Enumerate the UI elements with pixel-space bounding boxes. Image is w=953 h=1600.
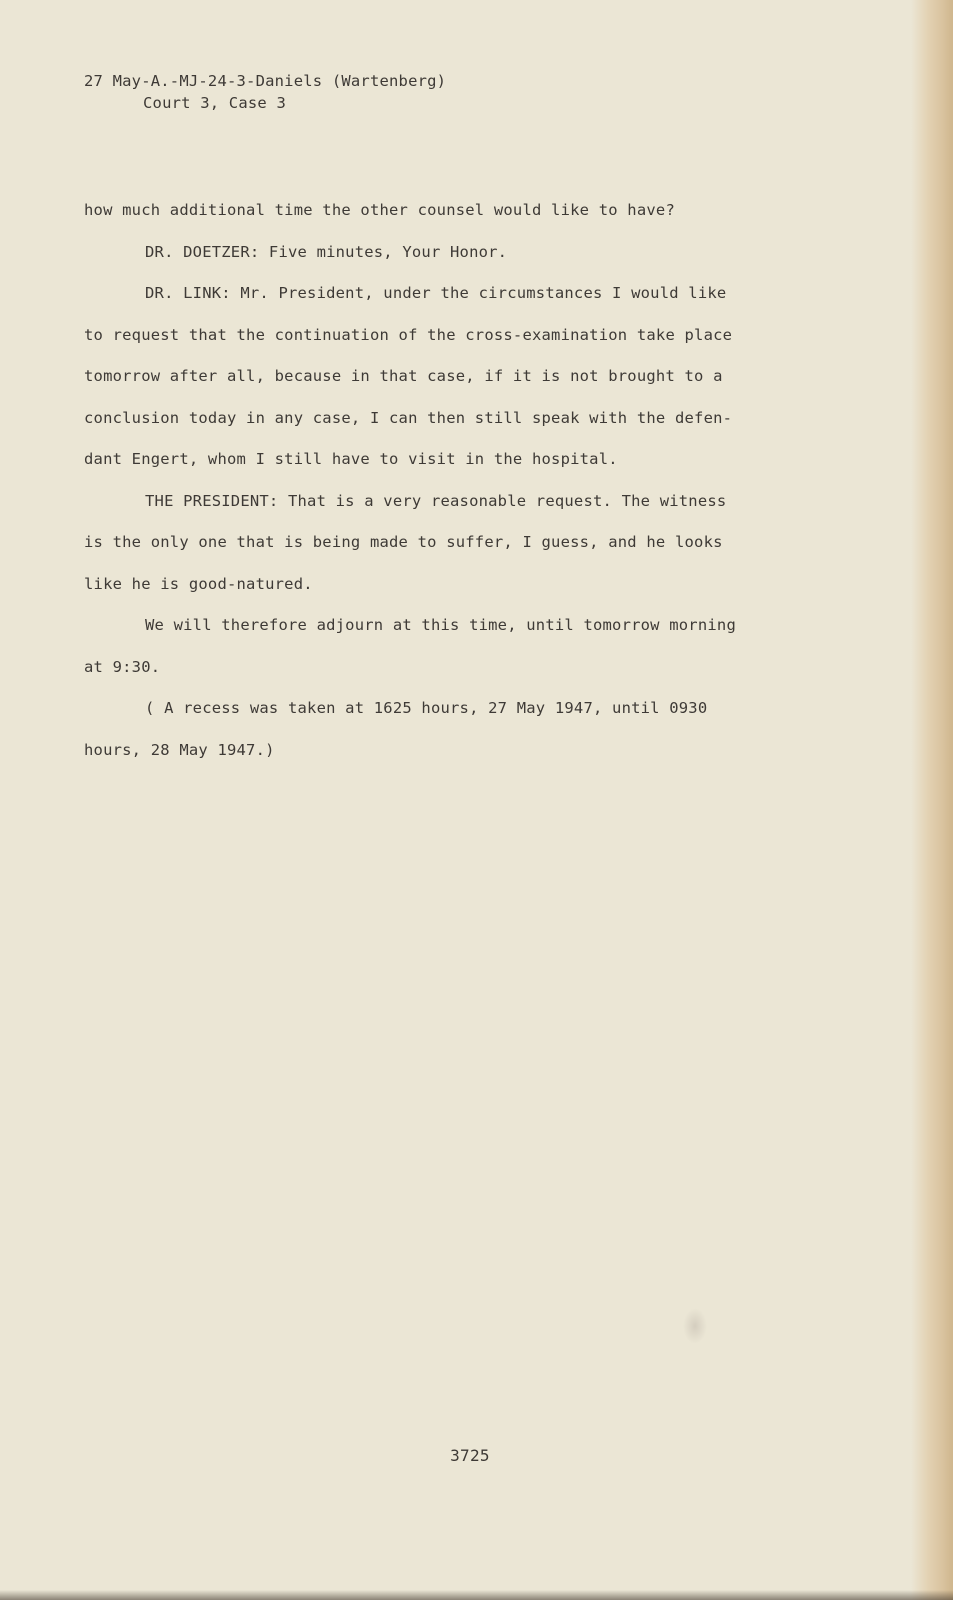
transcript-body bbox=[84, 190, 804, 771]
text-line: how much additional time the other counsel would like to have? bbox=[84, 201, 675, 219]
text-line: tomorrow after all, because in that case, if it is not brought to a bbox=[84, 367, 723, 385]
page-edge-shading bbox=[911, 0, 953, 1600]
text-line: to request that the continuation of the cross-examination take place bbox=[84, 325, 733, 344]
header-court-line: Court 3, Case 3 bbox=[143, 94, 286, 112]
text-line: hours, 28 May 1947.) bbox=[84, 740, 275, 759]
text-line: like he is good-natured. bbox=[84, 574, 313, 593]
text-line: conclusion today in any case, I can then still speak with the defen- bbox=[84, 408, 733, 427]
header-reference-line: 27 May-A.-MJ-24-3-Daniels (Wartenberg) bbox=[84, 72, 447, 90]
text-line: is the only one that is being made to suffer, I guess, and he looks bbox=[84, 533, 723, 551]
text-line: We will therefore adjourn at this time, until tomorrow morning bbox=[145, 616, 736, 634]
paper-smudge bbox=[683, 1308, 707, 1344]
page-bottom-shadow bbox=[0, 1590, 953, 1600]
text-line: THE PRESIDENT: That is a very reasonable request. The witness bbox=[145, 491, 727, 510]
text-line: at 9:30. bbox=[84, 657, 161, 676]
text-line: ( A recess was taken at 1625 hours, 27 May 1947, until 0930 bbox=[145, 699, 708, 717]
text-line: DR. DOETZER: Five minutes, Your Honor. bbox=[145, 242, 508, 261]
text-line: dant Engert, whom I still have to visit in the hospital. bbox=[84, 450, 618, 468]
document-header bbox=[84, 70, 446, 114]
page-number: 3725 bbox=[450, 1446, 490, 1465]
text-line: DR. LINK: Mr. President, under the circumstances I would like bbox=[145, 284, 727, 302]
